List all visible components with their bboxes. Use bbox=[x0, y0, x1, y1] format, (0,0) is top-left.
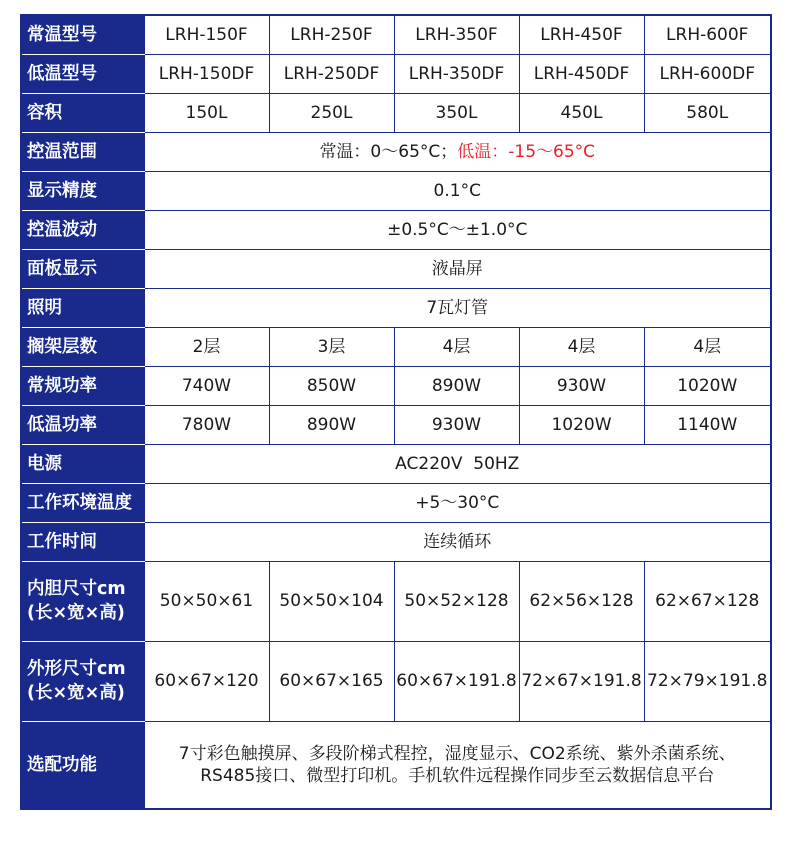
row-label bbox=[21, 561, 144, 641]
low-temp-range: 低温：-15～65°C bbox=[457, 141, 596, 162]
cell: 450L bbox=[519, 93, 644, 132]
cell: 72×67×191.8 bbox=[519, 641, 644, 721]
row-power-supply bbox=[21, 444, 771, 483]
row-display-precision bbox=[21, 171, 771, 210]
merged-cell: 7瓦灯管 bbox=[144, 288, 771, 327]
row-label: 工作环境温度 bbox=[21, 483, 144, 522]
cell: LRH-250DF bbox=[269, 54, 394, 93]
row-normal-model bbox=[21, 15, 771, 54]
row-label bbox=[21, 641, 144, 721]
cell: LRH-350F bbox=[394, 15, 519, 54]
normal-temp-range: 常温：0～65°C； bbox=[319, 141, 458, 162]
row-label: 照明 bbox=[21, 288, 144, 327]
cell: LRH-600DF bbox=[644, 54, 771, 93]
row-outer-size bbox=[21, 641, 771, 721]
cell: 62×67×128 bbox=[644, 561, 771, 641]
feature-line: 7寸彩色触摸屏、多段阶梯式程控，湿度显示、CO2系统、紫外杀菌系统、 bbox=[178, 743, 736, 764]
row-panel-display bbox=[21, 249, 771, 288]
cell: 50×50×61 bbox=[144, 561, 269, 641]
cell: 60×67×165 bbox=[269, 641, 394, 721]
row-label: 选配功能 bbox=[21, 721, 144, 809]
row-optional-features bbox=[21, 721, 771, 809]
cell: 930W bbox=[394, 405, 519, 444]
label-line: 内胆尺寸cm bbox=[27, 579, 126, 599]
merged-cell: AC220V 50HZ bbox=[144, 444, 771, 483]
row-volume bbox=[21, 93, 771, 132]
row-label: 常规功率 bbox=[21, 366, 144, 405]
row-label: 电源 bbox=[21, 444, 144, 483]
cell: LRH-150F bbox=[144, 15, 269, 54]
row-label: 低温功率 bbox=[21, 405, 144, 444]
cell: LRH-600F bbox=[644, 15, 771, 54]
row-label: 显示精度 bbox=[21, 171, 144, 210]
cell: 72×79×191.8 bbox=[644, 641, 771, 721]
cell: 890W bbox=[269, 405, 394, 444]
merged-cell: 连续循环 bbox=[144, 522, 771, 561]
merged-cell: 液晶屏 bbox=[144, 249, 771, 288]
row-label: 面板显示 bbox=[21, 249, 144, 288]
cell: 4层 bbox=[519, 327, 644, 366]
feature-line: RS485接口、微型打印机。手机软件远程操作同步至云数据信息平台 bbox=[200, 765, 715, 786]
cell: 350L bbox=[394, 93, 519, 132]
cell: LRH-450F bbox=[519, 15, 644, 54]
row-label: 控温波动 bbox=[21, 210, 144, 249]
cell: 780W bbox=[144, 405, 269, 444]
cell: 4层 bbox=[644, 327, 771, 366]
cell: 1020W bbox=[644, 366, 771, 405]
row-label: 搁架层数 bbox=[21, 327, 144, 366]
cell: 4层 bbox=[394, 327, 519, 366]
cell: 580L bbox=[644, 93, 771, 132]
cell: 850W bbox=[269, 366, 394, 405]
cell: 1140W bbox=[644, 405, 771, 444]
merged-cell bbox=[144, 721, 771, 809]
label-line: (长×宽×高) bbox=[27, 603, 125, 623]
label-line: (长×宽×高) bbox=[27, 683, 125, 703]
cell: 60×67×120 bbox=[144, 641, 269, 721]
merged-cell: 0.1°C bbox=[144, 171, 771, 210]
label-line: 外形尺寸cm bbox=[27, 659, 126, 679]
cell: 50×52×128 bbox=[394, 561, 519, 641]
row-label: 工作时间 bbox=[21, 522, 144, 561]
cell: 740W bbox=[144, 366, 269, 405]
merged-cell bbox=[144, 132, 771, 171]
cell: LRH-450DF bbox=[519, 54, 644, 93]
row-label: 控温范围 bbox=[21, 132, 144, 171]
row-low-temp-model bbox=[21, 54, 771, 93]
row-shelves bbox=[21, 327, 771, 366]
row-normal-power bbox=[21, 366, 771, 405]
merged-cell: ±0.5°C～±1.0°C bbox=[144, 210, 771, 249]
cell: 50×50×104 bbox=[269, 561, 394, 641]
cell: 1020W bbox=[519, 405, 644, 444]
row-temp-fluctuation bbox=[21, 210, 771, 249]
row-label: 低温型号 bbox=[21, 54, 144, 93]
row-ambient-temp bbox=[21, 483, 771, 522]
row-low-temp-power bbox=[21, 405, 771, 444]
row-label: 容积 bbox=[21, 93, 144, 132]
row-inner-size bbox=[21, 561, 771, 641]
cell: 930W bbox=[519, 366, 644, 405]
cell: 890W bbox=[394, 366, 519, 405]
cell: 250L bbox=[269, 93, 394, 132]
cell: LRH-250F bbox=[269, 15, 394, 54]
spec-table bbox=[20, 14, 772, 810]
cell: LRH-150DF bbox=[144, 54, 269, 93]
row-working-time bbox=[21, 522, 771, 561]
cell: 62×56×128 bbox=[519, 561, 644, 641]
row-lighting bbox=[21, 288, 771, 327]
merged-cell: +5～30°C bbox=[144, 483, 771, 522]
cell: 2层 bbox=[144, 327, 269, 366]
cell: 3层 bbox=[269, 327, 394, 366]
row-label: 常温型号 bbox=[21, 15, 144, 54]
cell: 150L bbox=[144, 93, 269, 132]
cell: 60×67×191.8 bbox=[394, 641, 519, 721]
cell: LRH-350DF bbox=[394, 54, 519, 93]
row-temp-range bbox=[21, 132, 771, 171]
